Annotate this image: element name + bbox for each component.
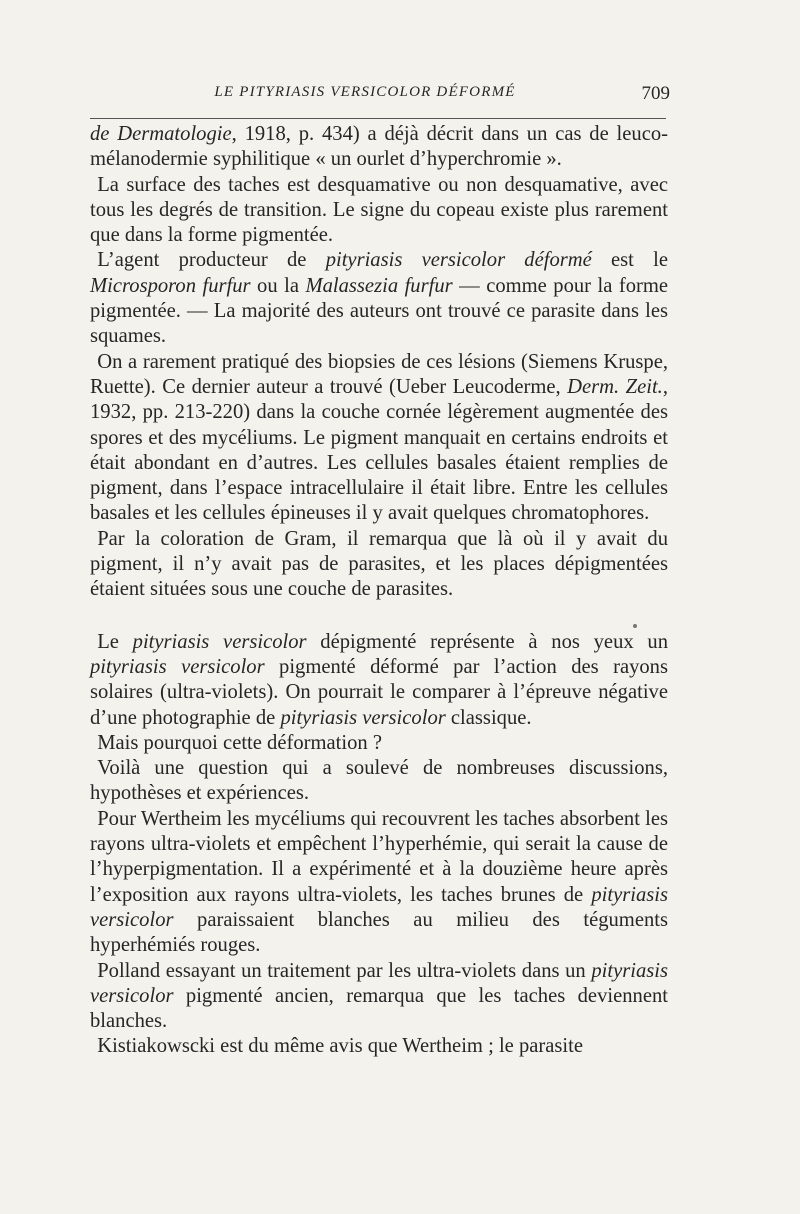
text-run: Mais pourquoi cette déformation ?	[97, 731, 382, 754]
text-run: est le	[591, 249, 668, 272]
header-rule	[90, 118, 666, 119]
text-run: On a rarement pratiqué des biopsies de ces lésions (Siemens Kruspe, Ruette). Ce dernier auteur a trouvé (Ueber Leucoderme,	[90, 350, 668, 398]
paragraph	[90, 807, 668, 959]
text-run: La surface des taches est desquamative ou non desquamative, avec tous les degrés de transition. Le signe du copeau existe plus rarement que dans la forme pigmentée.	[90, 173, 668, 247]
text-run: dépigmenté représente à nos yeux un	[306, 630, 668, 653]
italic-text: Malassezia furfur	[305, 274, 453, 297]
running-title: LE PITYRIASIS VERSICOLOR DÉFORMÉ	[214, 84, 516, 100]
italic-text: de Dermatologie	[90, 123, 232, 145]
paragraph	[90, 756, 668, 807]
paragraph	[90, 527, 668, 603]
paragraph	[90, 731, 668, 756]
italic-text: pityriasis versicolor	[132, 630, 307, 653]
text-run: classique.	[445, 706, 532, 729]
text-run: Par la coloration de Gram, il remarqua que là où il y avait du pigment, il n’y avait pas de parasites, et les places dépigmentées étaient situées sous une couche de parasites.	[90, 527, 668, 601]
text-run: Voilà une question qui a soulevé de nombreuses discussions, hypothèses et expériences.	[90, 757, 668, 805]
text-run: paraissaient blanches au milieu des téguments hyperhémiés rouges.	[90, 908, 668, 957]
italic-text: pityriasis versicolor	[280, 706, 446, 729]
paragraph	[90, 1034, 668, 1059]
text-run: , 1932, pp. 213-220) dans la couche cornée légèrement augmentée des spores et des mycéliums. Le pigment manquait en certains endroits et était abondant en d’autres. Les cellules basales étaient remplies de pigment, dans l’espace intracellulaire il était libre. Entre les cellules basales et les cellules épineuses il y avait quelques chromatophores.	[90, 375, 668, 525]
text-run: pigmenté ancien, remarqua que les taches deviennent blanches.	[90, 984, 668, 1033]
italic-text: Derm. Zeit.	[567, 375, 663, 398]
body-text	[90, 122, 668, 1060]
text-run: Polland essayant un traitement par les ultra-violets dans un	[97, 959, 592, 982]
italic-text: Microsporon furfur	[90, 274, 251, 297]
paragraph	[90, 248, 668, 349]
text-run: L’agent producteur de	[97, 249, 326, 272]
text-run: , 1918, p. 434) a déjà décrit dans un cas de leucomélanodermie syphilitique « un ourlet d’hyperchromie ».	[90, 123, 668, 171]
text-run: Pour Wertheim les mycéliums qui recouvrent les taches absorbent les rayons ultra-violets et empêchent l’hyperhémie, qui serait la cause de l’hyperpigmentation. Il a expérimenté et à la douzième heure après l’exposition aux rayons ultra-violets, les taches brunes de	[90, 807, 668, 906]
italic-text: pityriasis versicolor	[90, 959, 668, 1007]
text-run: — comme pour la forme pigmentée. — La majorité des auteurs ont trouvé ce parasite dans les squames.	[90, 274, 669, 348]
paragraph	[90, 173, 668, 249]
paragraph	[90, 350, 668, 527]
italic-text: pityriasis versicolor	[90, 883, 668, 931]
page-header	[90, 80, 670, 108]
text-run: ou la	[250, 274, 306, 297]
text-run: Le	[97, 630, 133, 653]
text-run: Kistiakowscki est du même avis que Wertheim ; le parasite	[97, 1035, 583, 1058]
italic-text: pityriasis versicolor déformé	[325, 249, 592, 272]
paragraph	[90, 630, 668, 731]
section-separator-dot	[633, 624, 637, 628]
text-run: pigmenté déformé par l’action des rayons solaires (ultra-violets). On pourrait le comparer à l’épreuve négative d’une photographie de	[90, 655, 668, 729]
page-number: 709	[641, 83, 670, 104]
paragraph	[90, 959, 668, 1035]
italic-text: pityriasis versicolor	[90, 655, 265, 678]
paragraph	[90, 122, 668, 173]
